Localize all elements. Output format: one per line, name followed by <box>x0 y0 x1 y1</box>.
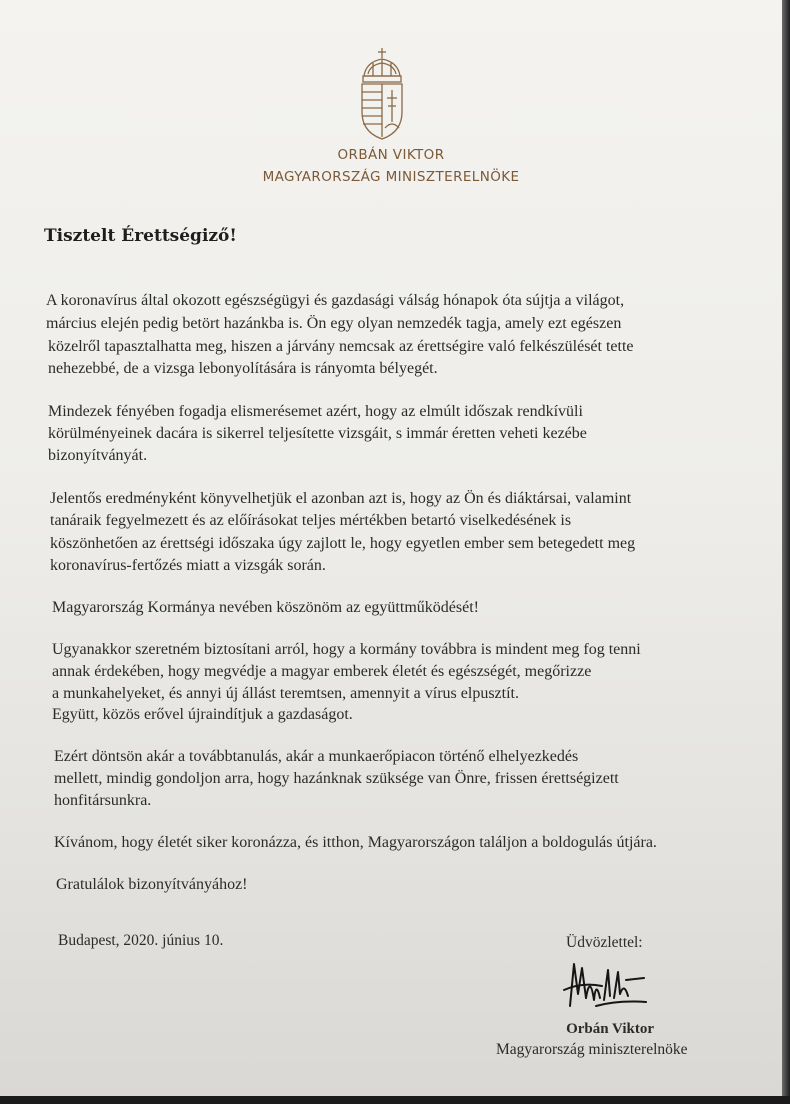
signatory-name: Orbán Viktor <box>566 1021 654 1037</box>
body-line: Ezért döntsön akár a továbbtanulás, akár a munkaerőpiacon történő elhelyezkedés <box>54 748 579 765</box>
page-bottom-edge <box>0 1096 790 1104</box>
body-line: tanáraik fegyelmezett és az előírásokat teljes mértékben betartó viselkedésének is <box>50 512 572 529</box>
body-line: annak érdekében, hogy megvédje a magyar emberek életét és egészségét, megőrizze <box>52 663 592 680</box>
body-line: Együtt, közös erővel újraindítjuk a gazdaságot. <box>52 706 353 723</box>
hungarian-coat-of-arms-icon <box>356 46 408 142</box>
body-line: körülményeinek dacára is sikerrel teljesítette vizsgáit, s immár éretten veheti kezébe <box>48 425 587 442</box>
body-line: a munkahelyeket, és annyi új állást teremtsen, amennyit a vírus elpusztít. <box>52 685 519 702</box>
body-line: március elején pedig betört hazánkba is. Ön egy olyan nemzedék tagja, amely ezt egészen <box>46 315 622 332</box>
body-line: Kívánom, hogy életét siker koronázza, és itthon, Magyarországon találjon a boldogulás útjára. <box>54 834 657 851</box>
page-edge-shadow <box>782 0 790 1104</box>
signatory-title: Magyarország miniszterelnöke <box>496 1041 688 1058</box>
body-line: Jelentős eredményként könyvelhetjük el azonban azt is, hogy az Ön és diáktársai, valamint <box>50 490 632 507</box>
body-line: A koronavírus által okozott egészségügyi és gazdasági válság hónapok óta sújtja a világot, <box>46 292 625 309</box>
closing: Üdvözlettel: <box>566 934 643 951</box>
body-line: honfitársunkra. <box>54 792 152 809</box>
letterhead-name: ORBÁN VIKTOR <box>337 147 445 163</box>
body-line: Ugyanakkor szeretném biztosítani arról, hogy a kormány továbbra is mindent meg fog tenni <box>52 641 641 658</box>
body-line: mellett, mindig gondoljon arra, hogy hazánknak szüksége van Önre, frissen érettségizett <box>54 770 619 787</box>
letterhead-title: MAGYARORSZÁG MINISZTERELNÖKE <box>262 169 520 185</box>
body-line: közelről tapasztalhatta meg, hiszen a járvány nemcsak az érettségire való felkészülését tette <box>48 338 634 355</box>
place-date: Budapest, 2020. június 10. <box>58 932 224 949</box>
salutation: Tisztelt Érettségiző! <box>44 226 237 246</box>
body-line: Mindezek fényében fogadja elismerésemet azért, hogy az elmúlt időszak rendkívüli <box>48 403 583 420</box>
body-line: Magyarország Kormánya nevében köszönöm az együttműködését! <box>52 599 479 616</box>
body-line: köszönhetően az érettségi időszaka úgy zajlott le, hogy egyetlen ember sem betegedett meg <box>50 535 636 552</box>
handwritten-signature-icon <box>556 954 652 1016</box>
body-line: nehezebbé, de a vizsga lebonyolítására is rányomta bélyegét. <box>48 360 438 377</box>
body-line: koronavírus-fertőzés miatt a vizsgák során. <box>50 557 326 574</box>
body-line: Gratulálok bizonyítványához! <box>56 876 248 893</box>
body-line: bizonyítványát. <box>48 447 148 464</box>
